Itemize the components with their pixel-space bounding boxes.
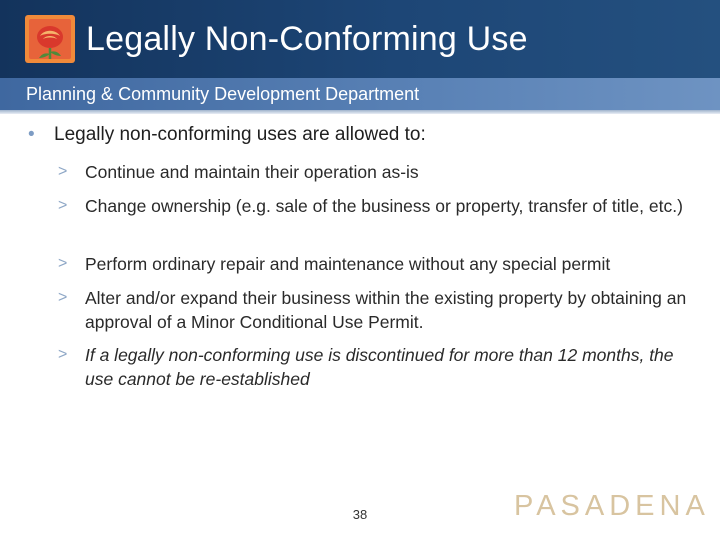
- list-item-text: Change ownership (e.g. sale of the business or property, transfer of title, etc.): [85, 196, 683, 216]
- page-number: 38: [352, 507, 368, 522]
- bullet-dot-icon: •: [28, 124, 35, 145]
- chevron-right-icon: >: [58, 163, 68, 180]
- list-item-text: Alter and/or expand their business within the existing property by obtaining an approval of a Minor Conditional Use Permit.: [85, 288, 687, 332]
- main-bullet-text: Legally non-conforming uses are allowed to:: [54, 124, 426, 145]
- chevron-right-icon: >: [58, 346, 68, 363]
- list-item-text: If a legally non-conforming use is discontinued for more than 12 months, the use cannot be re-established: [85, 345, 674, 389]
- chevron-right-icon: >: [58, 197, 68, 214]
- list-item-text: Perform ordinary repair and maintenance without any special permit: [85, 254, 611, 274]
- list-item-text: Continue and maintain their operation as-is: [85, 162, 419, 182]
- department-subtitle: Planning & Community Development Department: [26, 84, 420, 104]
- pasadena-wordmark: PASADENA: [514, 490, 710, 522]
- slide-title: Legally Non-Conforming Use: [86, 20, 528, 58]
- chevron-right-icon: >: [58, 289, 68, 306]
- rose-logo-icon: [24, 14, 76, 64]
- slide-header: [0, 0, 720, 110]
- header-divider: [0, 110, 720, 114]
- chevron-right-icon: >: [58, 255, 68, 272]
